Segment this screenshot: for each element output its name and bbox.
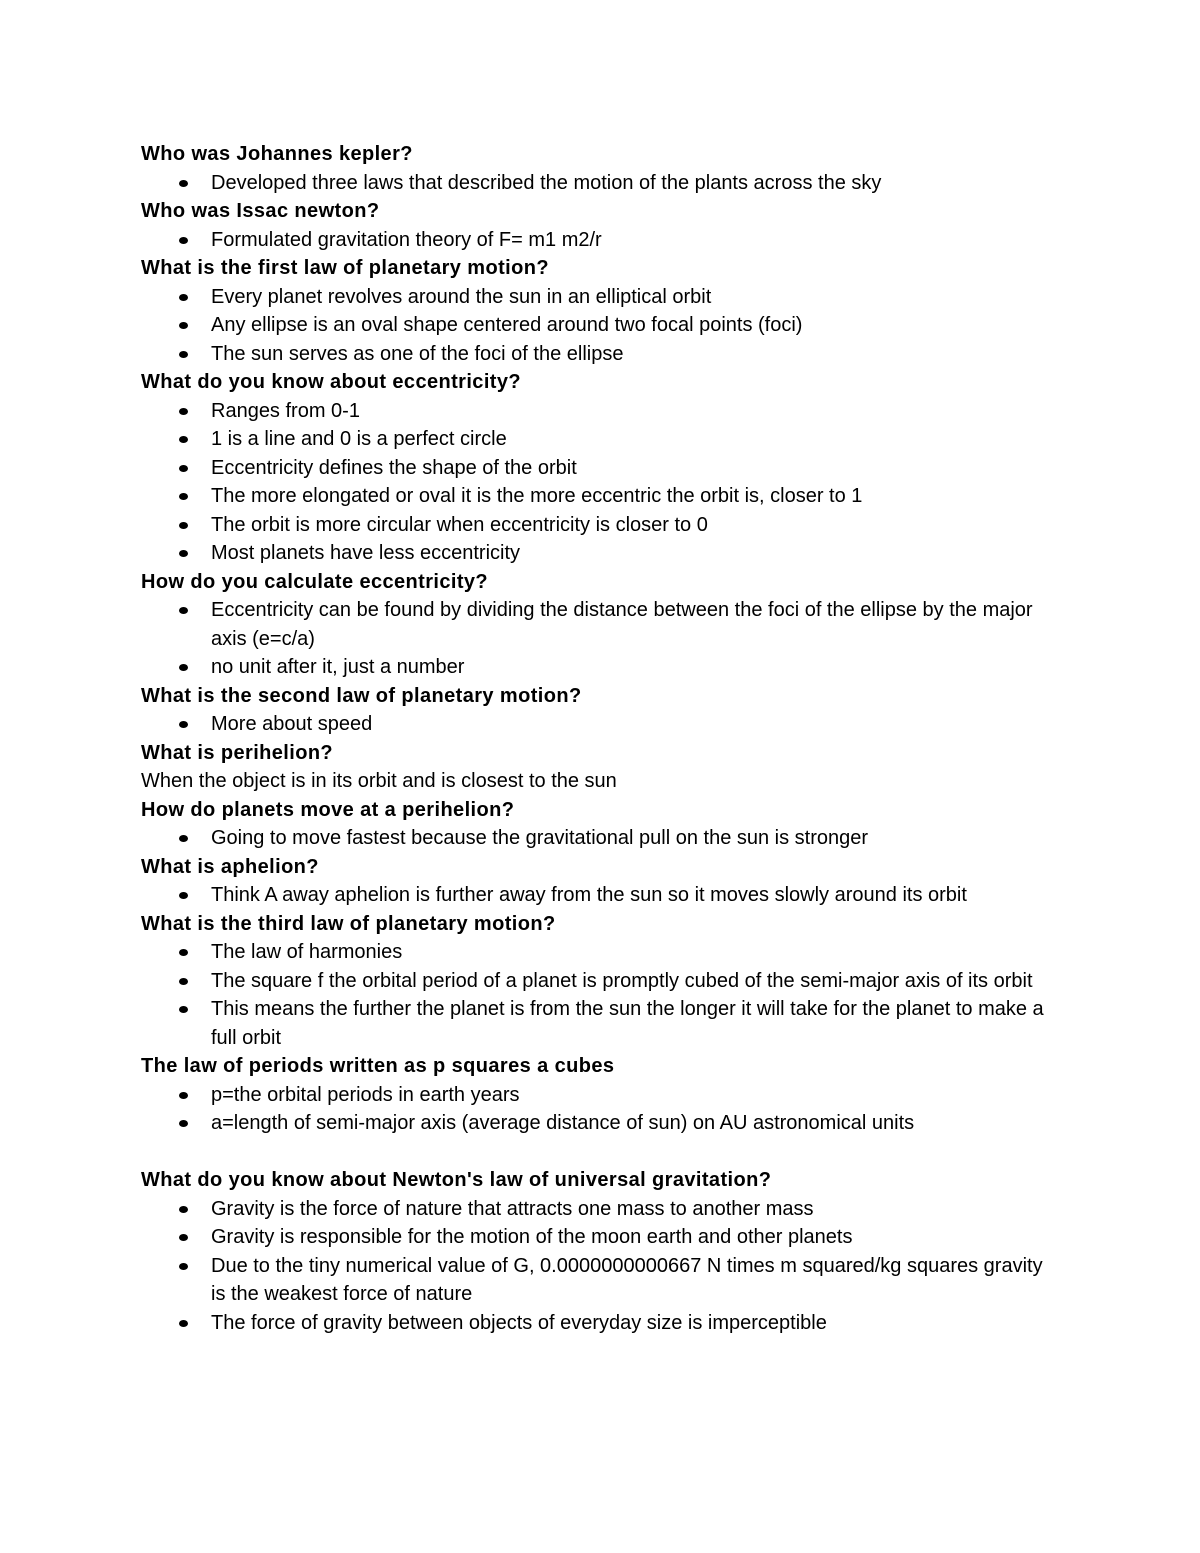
bullet-text: Developed three laws that described the motion of the plants across the sky [211,171,882,194]
bullet-item [141,482,1061,511]
bullet-item [141,1252,1061,1309]
bullet-list [141,881,1061,910]
bullet-list [141,226,1061,255]
bullet-icon [179,408,188,415]
bullet-icon [179,721,188,728]
bullet-icon [179,1263,188,1270]
bullet-item [141,283,1061,312]
bullet-text: The force of gravity between objects of everyday size is imperceptible [211,1311,827,1334]
answer-text: When the object is in its orbit and is closest to the sun [141,770,617,792]
bullet-item [141,1195,1061,1224]
bullet-icon [179,294,188,301]
bullet-text: The law of harmonies [211,941,403,963]
question-heading: What is the second law of planetary motion? [141,684,582,707]
bullet-icon [179,322,188,329]
bullet-text: Every planet revolves around the sun in an elliptical orbit [211,285,712,308]
bullet-icon [179,522,188,529]
question-heading: How do planets move at a perihelion? [141,798,515,821]
bullet-item [141,539,1061,568]
bullet-text: Eccentricity defines the shape of the orbit [211,456,577,479]
bullet-text: no unit after it, just a number [211,656,465,678]
bullet-icon [179,1120,188,1127]
bullet-item [141,653,1061,682]
bullet-icon [179,180,188,187]
bullet-text: The sun serves as one of the foci of the ellipse [211,342,624,365]
bullet-item [141,995,1061,1052]
bullet-icon [179,1234,188,1241]
bullet-item [141,1223,1061,1252]
bullet-text: Due to the tiny numerical value of G, 0.0000000000667 N times m squared/kg squares gravity is the weakest force of nature [211,1254,1043,1305]
bullet-text: The more elongated or oval it is the more eccentric the orbit is, closer to 1 [211,485,863,507]
bullet-icon [179,351,188,358]
bullet-icon [179,978,188,985]
bullet-text: Any ellipse is an oval shape centered around two focal points (foci) [211,314,803,336]
bullet-list [141,824,1061,853]
question-heading: The law of periods written as p squares a cubes [141,1055,615,1077]
bullet-text: Eccentricity can be found by dividing the distance between the foci of the ellipse by the major axis (e=c/a) [211,599,1033,650]
bullet-item [141,340,1061,369]
bullet-item [141,1081,1061,1110]
bullet-item [141,226,1061,255]
document-body [141,140,1061,1337]
bullet-item [141,824,1061,853]
bullet-icon [179,436,188,443]
bullet-text: The square f the orbital period of a planet is promptly cubed of the semi-major axis of its orbit [211,969,1033,992]
question-heading: Who was Issac newton? [141,200,380,222]
bullet-icon [179,1206,188,1213]
question-heading: How do you calculate eccentricity? [141,570,489,593]
bullet-text: This means the further the planet is from the sun the longer it will take for the planet to make a full orbit [211,998,1044,1049]
bullet-text: The orbit is more circular when eccentricity is closer to 0 [211,513,708,536]
bullet-icon [179,1320,188,1327]
bullet-icon [179,237,188,244]
bullet-item [141,967,1061,996]
bullet-text: 1 is a line and 0 is a perfect circle [211,428,507,450]
blank-line [141,1138,1061,1167]
bullet-item [141,1309,1061,1338]
bullet-item [141,311,1061,340]
bullet-item [141,511,1061,540]
bullet-text: Think A away aphelion is further away from the sun so it moves slowly around its orbit [211,884,967,906]
bullet-list [141,283,1061,369]
bullet-item [141,596,1061,653]
question-heading: What is aphelion? [141,855,319,878]
bullet-text: Going to move fastest because the gravitational pull on the sun is stronger [211,827,869,849]
bullet-text: More about speed [211,713,373,735]
question-heading: Who was Johannes kepler? [141,143,413,165]
bullet-icon [179,465,188,472]
bullet-icon [179,607,188,614]
bullet-item [141,397,1061,426]
bullet-text: Gravity is the force of nature that attracts one mass to another mass [211,1197,814,1220]
bullet-item [141,881,1061,910]
bullet-list [141,1081,1061,1138]
bullet-item [141,454,1061,483]
bullet-list [141,710,1061,739]
bullet-text: Ranges from 0-1 [211,399,360,422]
bullet-icon [179,664,188,671]
bullet-list [141,169,1061,198]
bullet-text: Gravity is responsible for the motion of the moon earth and other planets [211,1226,853,1248]
bullet-icon [179,550,188,557]
bullet-icon [179,1006,188,1013]
bullet-text: Formulated gravitation theory of F= m1 m2/r [211,228,602,251]
bullet-text: p=the orbital periods in earth years [211,1083,520,1106]
question-heading: What do you know about eccentricity? [141,371,521,393]
bullet-item [141,710,1061,739]
bullet-list [141,596,1061,682]
bullet-icon [179,493,188,500]
bullet-list [141,938,1061,1052]
question-heading: What is the third law of planetary motion? [141,912,556,935]
bullet-text: Most planets have less eccentricity [211,542,521,564]
bullet-item [141,425,1061,454]
bullet-item [141,938,1061,967]
bullet-item [141,1109,1061,1138]
bullet-icon [179,1092,188,1099]
bullet-icon [179,892,188,899]
question-heading: What is perihelion? [141,741,334,764]
question-heading: What do you know about Newton's law of universal gravitation? [141,1169,772,1191]
bullet-icon [179,949,188,956]
bullet-list [141,397,1061,568]
question-heading: What is the first law of planetary motion? [141,257,549,279]
bullet-item [141,169,1061,198]
bullet-list [141,1195,1061,1338]
bullet-icon [179,835,188,842]
bullet-text: a=length of semi-major axis (average distance of sun) on AU astronomical units [211,1112,915,1134]
